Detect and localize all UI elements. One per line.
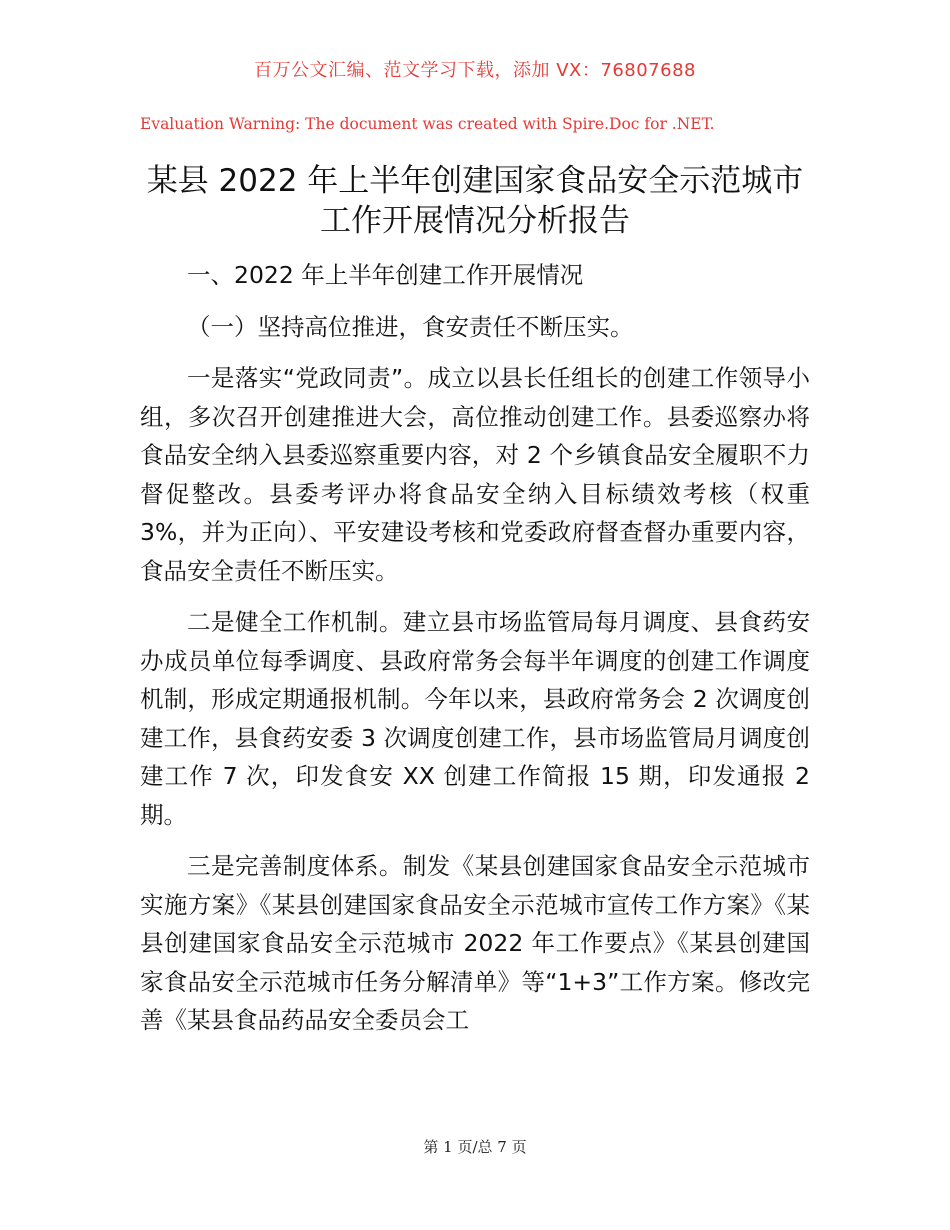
document-title-line-2: 工作开展情况分析报告 <box>320 203 630 239</box>
body-paragraph: 三是完善制度体系。制发《某县创建国家食品安全示范城市实施方案》《某县创建国家食品安全示范城市宣传工作方案》《某县创建国家食品安全示范城市 2022 年工作要点》《某县创建国家食品安全示范城市任务分解清单》等“1+3”工作方案。修改完善《某县食品药品安全委员会工 <box>140 852 810 1034</box>
body-paragraph: 二是健全工作机制。建立县市场监管局每月调度、县食药安办成员单位每季调度、县政府常务会每半年调度的创建工作调度机制，形成定期通报机制。今年以来，县政府常务会 2 次调度创建工作，县食药安委 3 次调度创建工作，县市场监管局月调度创建工作 7 次，印发食安 XX 创建工作简报 15 期，印发通报 2 期。 <box>140 608 810 829</box>
page-number: 第 1 页/总 7 页 <box>423 1138 527 1156</box>
subsection-heading: （一）坚持高位推进，食安责任不断压实。 <box>187 312 634 341</box>
document-body <box>140 256 810 1053</box>
body-paragraph: 一是落实“党政同责”。成立以县长任组长的创建工作领导小组，多次召开创建推进大会，高位推动创建工作。县委巡察办将食品安全纳入县委巡察重要内容，对 2 个乡镇食品安全履职不力督促整改。县委考评办将食品安全纳入目标绩效考核（权重 3%，并为正向）、平安建设考核和党委政府督查督办重要内容，食品安全责任不断压实。 <box>140 364 810 585</box>
document-title-line-1: 某县 2022 年上半年创建国家食品安全示范城市 <box>146 163 804 199</box>
evaluation-warning: Evaluation Warning: The document was created with Spire.Doc for .NET. <box>140 115 715 133</box>
promo-header: 百万公文汇编、范文学习下载，添加 VX：76807688 <box>254 60 696 81</box>
section-heading: 一、2022 年上半年创建工作开展情况 <box>187 261 584 289</box>
